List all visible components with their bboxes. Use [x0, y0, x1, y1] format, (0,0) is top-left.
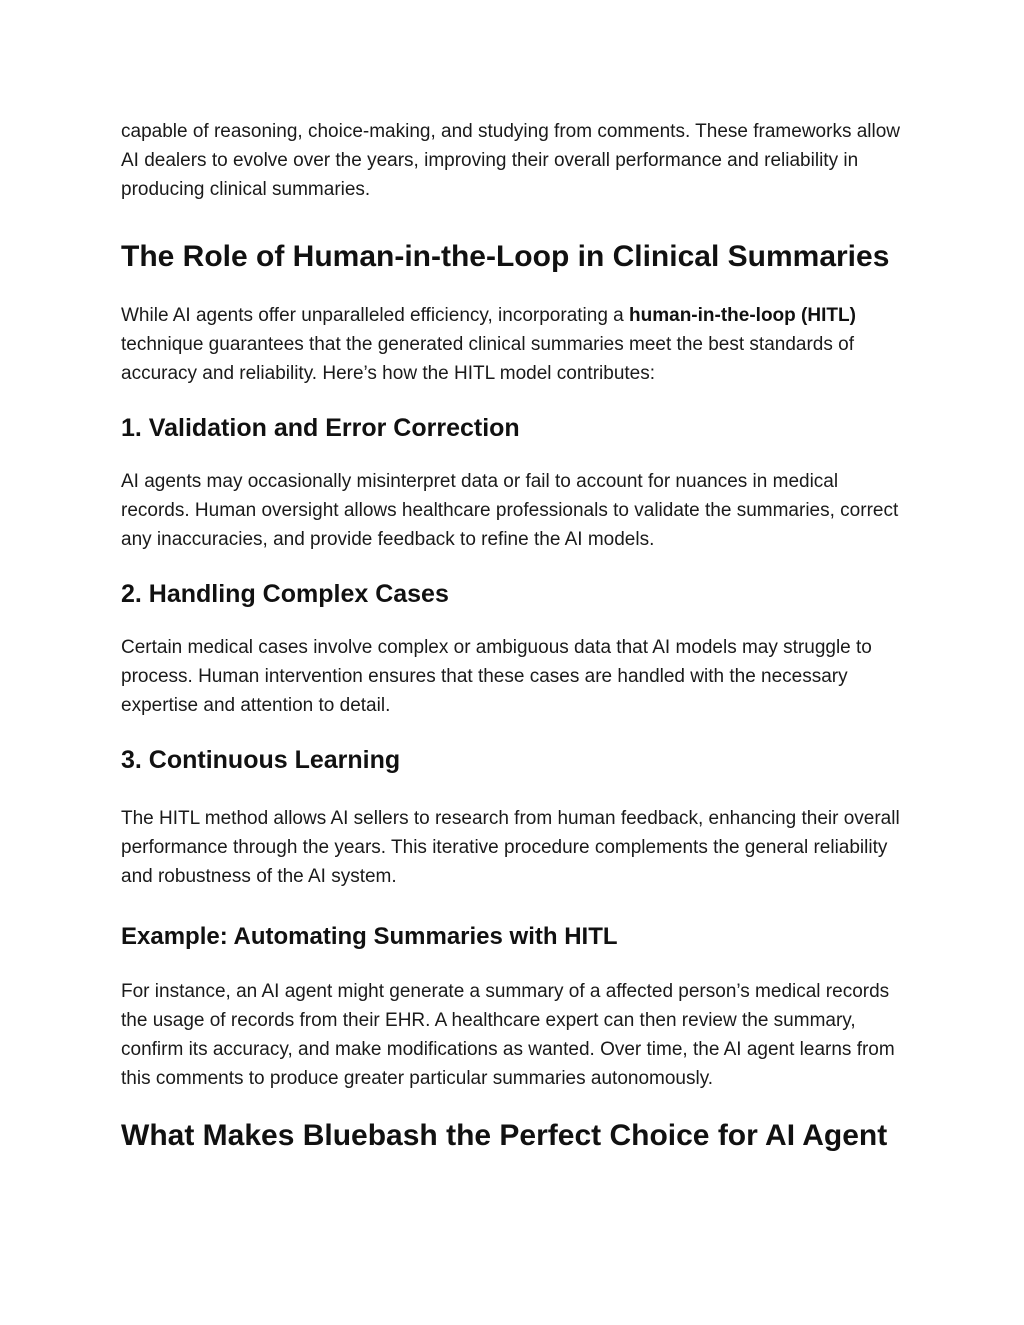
subsection-heading-complex-cases: 2. Handling Complex Cases: [121, 580, 449, 608]
subsection-paragraph-continuous-learning: The HITL method allows AI sellers to research from human feedback, enhancing their overall performance through the years. This iterative procedure complements the general reliability and robustness of the AI system.: [121, 808, 900, 887]
subsection-heading-continuous-learning: 3. Continuous Learning: [121, 746, 401, 774]
section-paragraph-text-before: While AI agents offer unparalleled efficiency, incorporating a: [121, 305, 630, 326]
document-page: [121, 117, 911, 1155]
example-paragraph: For instance, an AI agent might generate a summary of a affected person’s medical records the usage of records from their EHR. A healthcare expert can then review the summary, confirm its accuracy, and make modifications as wanted. Over time, the AI agent learns from this comments to produce greater particular summaries autonomously.: [121, 981, 895, 1089]
example-heading: Example: Automating Summaries with HITL: [121, 923, 618, 950]
final-heading-bluebash: What Makes Bluebash the Perfect Choice for AI Agent: [121, 1119, 888, 1152]
section-paragraph-hitl: [121, 301, 911, 388]
section-paragraph-bold-term: human-in-the-loop (HITL): [629, 305, 856, 326]
subsection-paragraph-validation: AI agents may occasionally misinterpret data or fail to account for nuances in medical records. Human oversight allows healthcare professionals to validate the summaries, correct any inaccuracies, and provide feedback to refine the AI models.: [121, 471, 899, 550]
intro-paragraph: capable of reasoning, choice-making, and studying from comments. These frameworks allow AI dealers to evolve over the years, improving their overall performance and reliability in producing clinical summaries.: [121, 121, 901, 200]
subsection-heading-validation: 1. Validation and Error Correction: [121, 414, 520, 442]
section-paragraph-text-after: technique guarantees that the generated clinical summaries meet the best standards of accuracy and reliability. Here’s how the HITL model contributes:: [121, 334, 854, 384]
subsection-paragraph-complex-cases: Certain medical cases involve complex or ambiguous data that AI models may struggle to process. Human intervention ensures that these cases are handled with the necessary expertise and attention to detail.: [121, 637, 872, 716]
section-heading-hitl: The Role of Human-in-the-Loop in Clinical Summaries: [121, 240, 890, 273]
